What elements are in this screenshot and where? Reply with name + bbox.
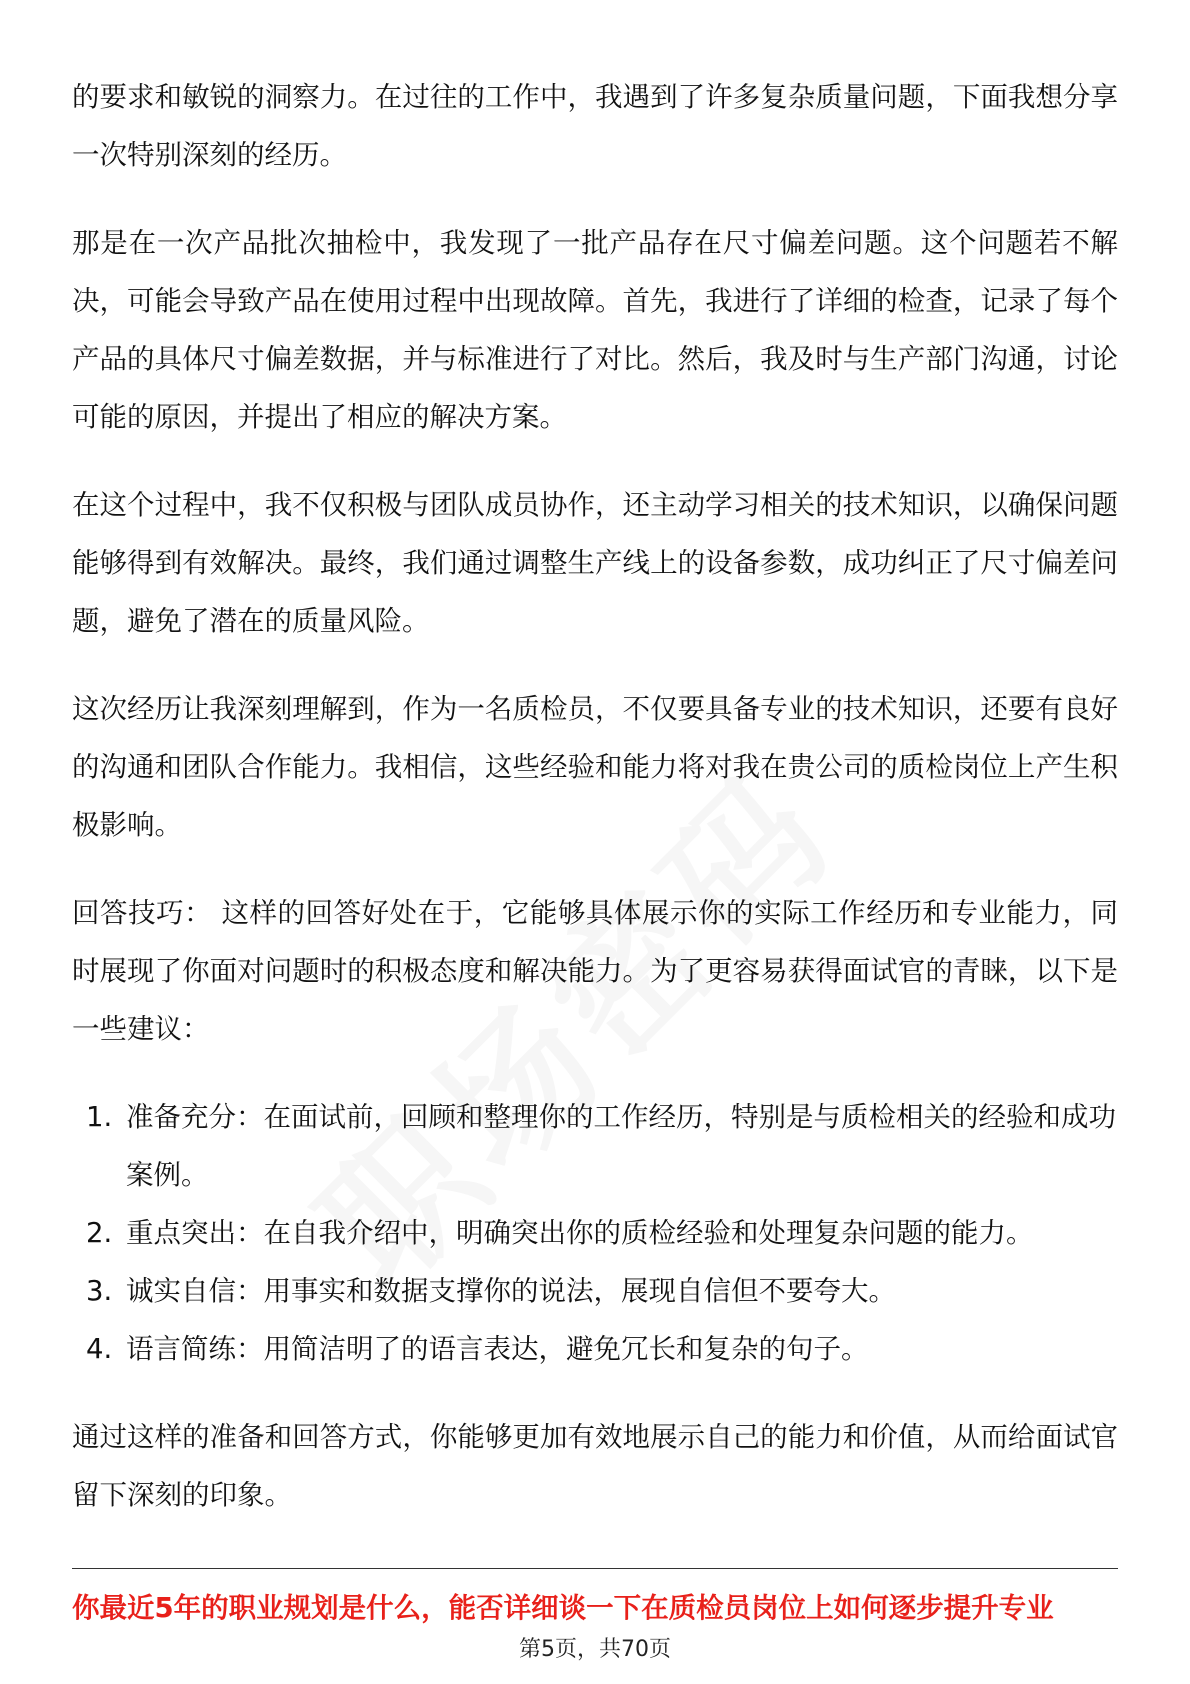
- footer-divider: [72, 1568, 1118, 1569]
- list-item-number: 4.: [86, 1333, 113, 1365]
- list-item-number: 1.: [86, 1101, 113, 1133]
- page-number: 第5页，共70页: [519, 1637, 671, 1662]
- paragraph-answer-tips: 回答技巧： 这样的回答好处在于，它能够具体展示你的实际工作经历和专业能力，同时展现了你面对问题时的积极态度和解决能力。为了更容易获得面试官的青睐，以下是一些建议：: [72, 897, 1118, 1045]
- paragraph-closing: 通过这样的准备和回答方式，你能够更加有效地展示自己的能力和价值，从而给面试官留下深刻的印象。: [72, 1421, 1118, 1511]
- next-question-heading: 你最近5年的职业规划是什么，能否详细谈一下在质检员岗位上如何逐步提升专业: [72, 1592, 1054, 1624]
- list-item: [72, 1320, 1118, 1378]
- paragraph-teamwork: 在这个过程中，我不仅积极与团队成员协作，还主动学习相关的技术知识，以确保问题能够得到有效解决。最终，我们通过调整生产线上的设备参数，成功纠正了尺寸偏差问题，避免了潜在的质量风险。: [72, 489, 1118, 637]
- list-item-text: 重点突出：在自我介绍中，明确突出你的质检经验和处理复杂问题的能力。: [126, 1217, 1034, 1249]
- list-item-text: 诚实自信：用事实和数据支撑你的说法，展现自信但不要夸大。: [126, 1275, 896, 1307]
- tips-list: [72, 1088, 1118, 1378]
- paragraph-conclusion: 这次经历让我深刻理解到，作为一名质检员，不仅要具备专业的技术知识，还要有良好的沟通和团队合作能力。我相信，这些经验和能力将对我在贵公司的质检岗位上产生积极影响。: [72, 693, 1118, 841]
- paragraph-intro-continued: 的要求和敏锐的洞察力。在过往的工作中，我遇到了许多复杂质量问题，下面我想分享一次特别深刻的经历。: [72, 81, 1118, 171]
- list-item: [72, 1262, 1118, 1320]
- list-item: [72, 1204, 1118, 1262]
- list-item-number: 3.: [86, 1275, 113, 1307]
- paragraph-experience: 那是在一次产品批次抽检中，我发现了一批产品存在尺寸偏差问题。这个问题若不解决，可能会导致产品在使用过程中出现故障。首先，我进行了详细的检查，记录了每个产品的具体尺寸偏差数据，并与标准进行了对比。然后，我及时与生产部门沟通，讨论可能的原因，并提出了相应的解决方案。: [72, 227, 1118, 433]
- list-item-text: 准备充分：在面试前，回顾和整理你的工作经历，特别是与质检相关的经验和成功案例。: [126, 1101, 1116, 1191]
- document-body: [72, 68, 1118, 1554]
- list-item-text: 语言简练：用简洁明了的语言表达，避免冗长和复杂的句子。: [126, 1333, 869, 1365]
- list-item: [72, 1088, 1118, 1204]
- list-item-number: 2.: [86, 1217, 113, 1249]
